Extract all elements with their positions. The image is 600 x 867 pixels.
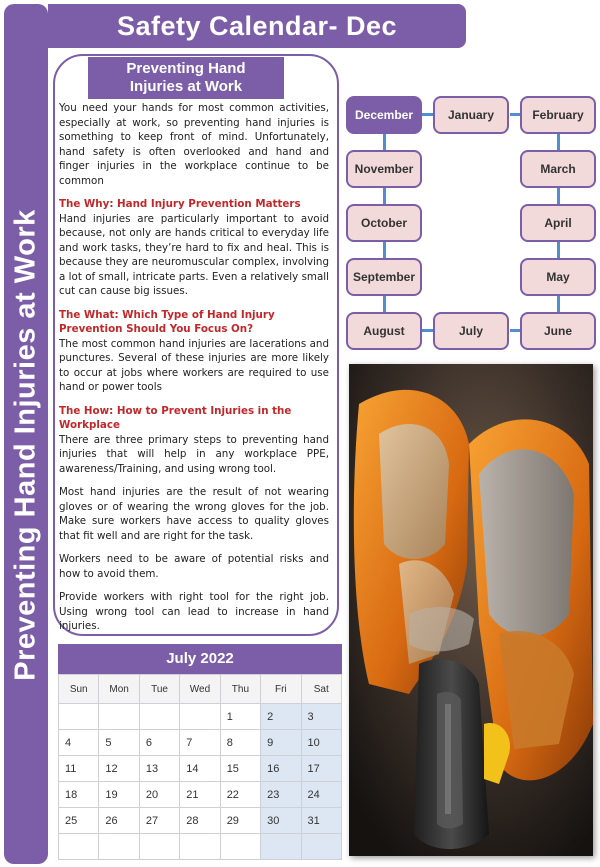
calendar-day: [59, 704, 99, 730]
gloves-paragraph: Most hand injuries are the result of not wearing gloves or of wearing the wrong gloves for the job. Make sure workers have access to quality gloves that fit well and are right for the task.: [59, 486, 329, 542]
calendar-day: 14: [180, 756, 220, 782]
why-heading: The Why: Hand Injury Prevention Matters: [59, 198, 301, 210]
calendar-day: 8: [220, 730, 260, 756]
weekday-thu: Thu: [220, 675, 260, 704]
weekday-sat: Sat: [301, 675, 341, 704]
month-june: June: [520, 312, 596, 350]
calendar-week: [59, 834, 342, 860]
calendar-day: [261, 834, 301, 860]
calendar-day: [99, 834, 139, 860]
article-title-line2: Injuries at Work: [129, 78, 243, 95]
calendar-day: 30: [261, 808, 301, 834]
calendar-day: [180, 834, 220, 860]
month-january: January: [433, 96, 509, 134]
side-banner-title: Preventing Hand Injuries at Work: [9, 209, 42, 681]
weekday-wed: Wed: [180, 675, 220, 704]
calendar-day: 29: [220, 808, 260, 834]
why-paragraph: Hand injuries are particularly important to avoid because, not only are hands critical to everyday life and work tasks, they’re hard to fix and heal. This is because they are neuromuscular complex, involving a lot of small, intricate parts. Even a relatively small cut can cause big issues.: [59, 212, 329, 297]
calendar-week: [59, 704, 342, 730]
calendar-day: 6: [139, 730, 179, 756]
month-february: February: [520, 96, 596, 134]
calendar-day: 11: [59, 756, 99, 782]
calendar-day: 25: [59, 808, 99, 834]
calendar-day: 21: [180, 782, 220, 808]
calendar-day: [301, 834, 341, 860]
calendar-grid: [58, 674, 342, 860]
calendar-day: [59, 834, 99, 860]
connector: [383, 134, 386, 150]
calendar-day: 22: [220, 782, 260, 808]
calendar-day: [139, 834, 179, 860]
weekday-fri: Fri: [261, 675, 301, 704]
weekday-row: [59, 675, 342, 704]
month-july: July: [433, 312, 509, 350]
month-november: November: [346, 150, 422, 188]
connector: [383, 296, 386, 312]
calendar-day: 24: [301, 782, 341, 808]
calendar-title: July 2022: [58, 644, 342, 674]
calendar-day: 18: [59, 782, 99, 808]
calendar-day: [180, 704, 220, 730]
calendar-day: 5: [99, 730, 139, 756]
month-may: May: [520, 258, 596, 296]
how-heading: The How: How to Prevent Injuries in the Workplace: [59, 404, 292, 431]
month-october: October: [346, 204, 422, 242]
calendar-day: [99, 704, 139, 730]
tools-paragraph: Provide workers with right tool for the right job. Using wrong tool can lead to increase in hand injuries.: [59, 591, 329, 632]
gloves-drill-photo: [349, 364, 593, 856]
what-paragraph: The most common hand injuries are lacerations and punctures. Several of these injuries are more likely to occur at jobs where workers are required to use hand or power tools: [59, 337, 329, 393]
calendar-week: [59, 756, 342, 782]
calendar-day: 28: [180, 808, 220, 834]
calendar-day: 10: [301, 730, 341, 756]
connector: [557, 242, 560, 258]
calendar-day: 13: [139, 756, 179, 782]
calendar-day: 3: [301, 704, 341, 730]
calendar-day: 1: [220, 704, 260, 730]
connector: [383, 188, 386, 204]
calendar-day: 15: [220, 756, 260, 782]
calendar-day: 27: [139, 808, 179, 834]
calendar-day: 31: [301, 808, 341, 834]
calendar-day: [139, 704, 179, 730]
calendar-day: 19: [99, 782, 139, 808]
calendar-week: [59, 782, 342, 808]
calendar-day: 16: [261, 756, 301, 782]
what-heading: The What: Which Type of Hand Injury Prevention Should You Focus On?: [59, 308, 275, 335]
calendar-week: [59, 730, 342, 756]
calendar-day: 4: [59, 730, 99, 756]
gloves-drill-illustration: [349, 364, 593, 856]
month-december: December: [346, 96, 422, 134]
calendar-day: 9: [261, 730, 301, 756]
risks-paragraph: Workers need to be aware of potential risks and how to avoid them.: [59, 553, 329, 580]
calendar-day: 26: [99, 808, 139, 834]
calendar-day: 23: [261, 782, 301, 808]
month-august: August: [346, 312, 422, 350]
connector: [557, 134, 560, 150]
connector: [557, 188, 560, 204]
calendar-week: [59, 808, 342, 834]
calendar-day: [220, 834, 260, 860]
calendar-day: 20: [139, 782, 179, 808]
connector: [557, 296, 560, 312]
article-body: [59, 101, 329, 643]
how-paragraph: There are three primary steps to preventing hand injuries that will help in any workplace PPE, awareness/Training, and using wrong tool.: [59, 433, 329, 475]
weekday-tue: Tue: [139, 675, 179, 704]
calendar-day: 7: [180, 730, 220, 756]
connector: [383, 242, 386, 258]
calendar-day: 2: [261, 704, 301, 730]
month-april: April: [520, 204, 596, 242]
month-march: March: [520, 150, 596, 188]
article-title: [88, 57, 284, 99]
article-title-line1: Preventing Hand: [126, 60, 246, 77]
calendar-day: 17: [301, 756, 341, 782]
page-title: Safety Calendar- Dec: [48, 4, 466, 48]
weekday-sun: Sun: [59, 675, 99, 704]
month-september: September: [346, 258, 422, 296]
mini-calendar: [58, 644, 342, 860]
calendar-day: 12: [99, 756, 139, 782]
intro-paragraph: You need your hands for most common activities, especially at work, so preventing hand injuries is something to keep front of mind. Unfortunately, hand safety is often overlooked and hand and finger injuries in the workplace continue to be common: [59, 102, 329, 187]
weekday-mon: Mon: [99, 675, 139, 704]
